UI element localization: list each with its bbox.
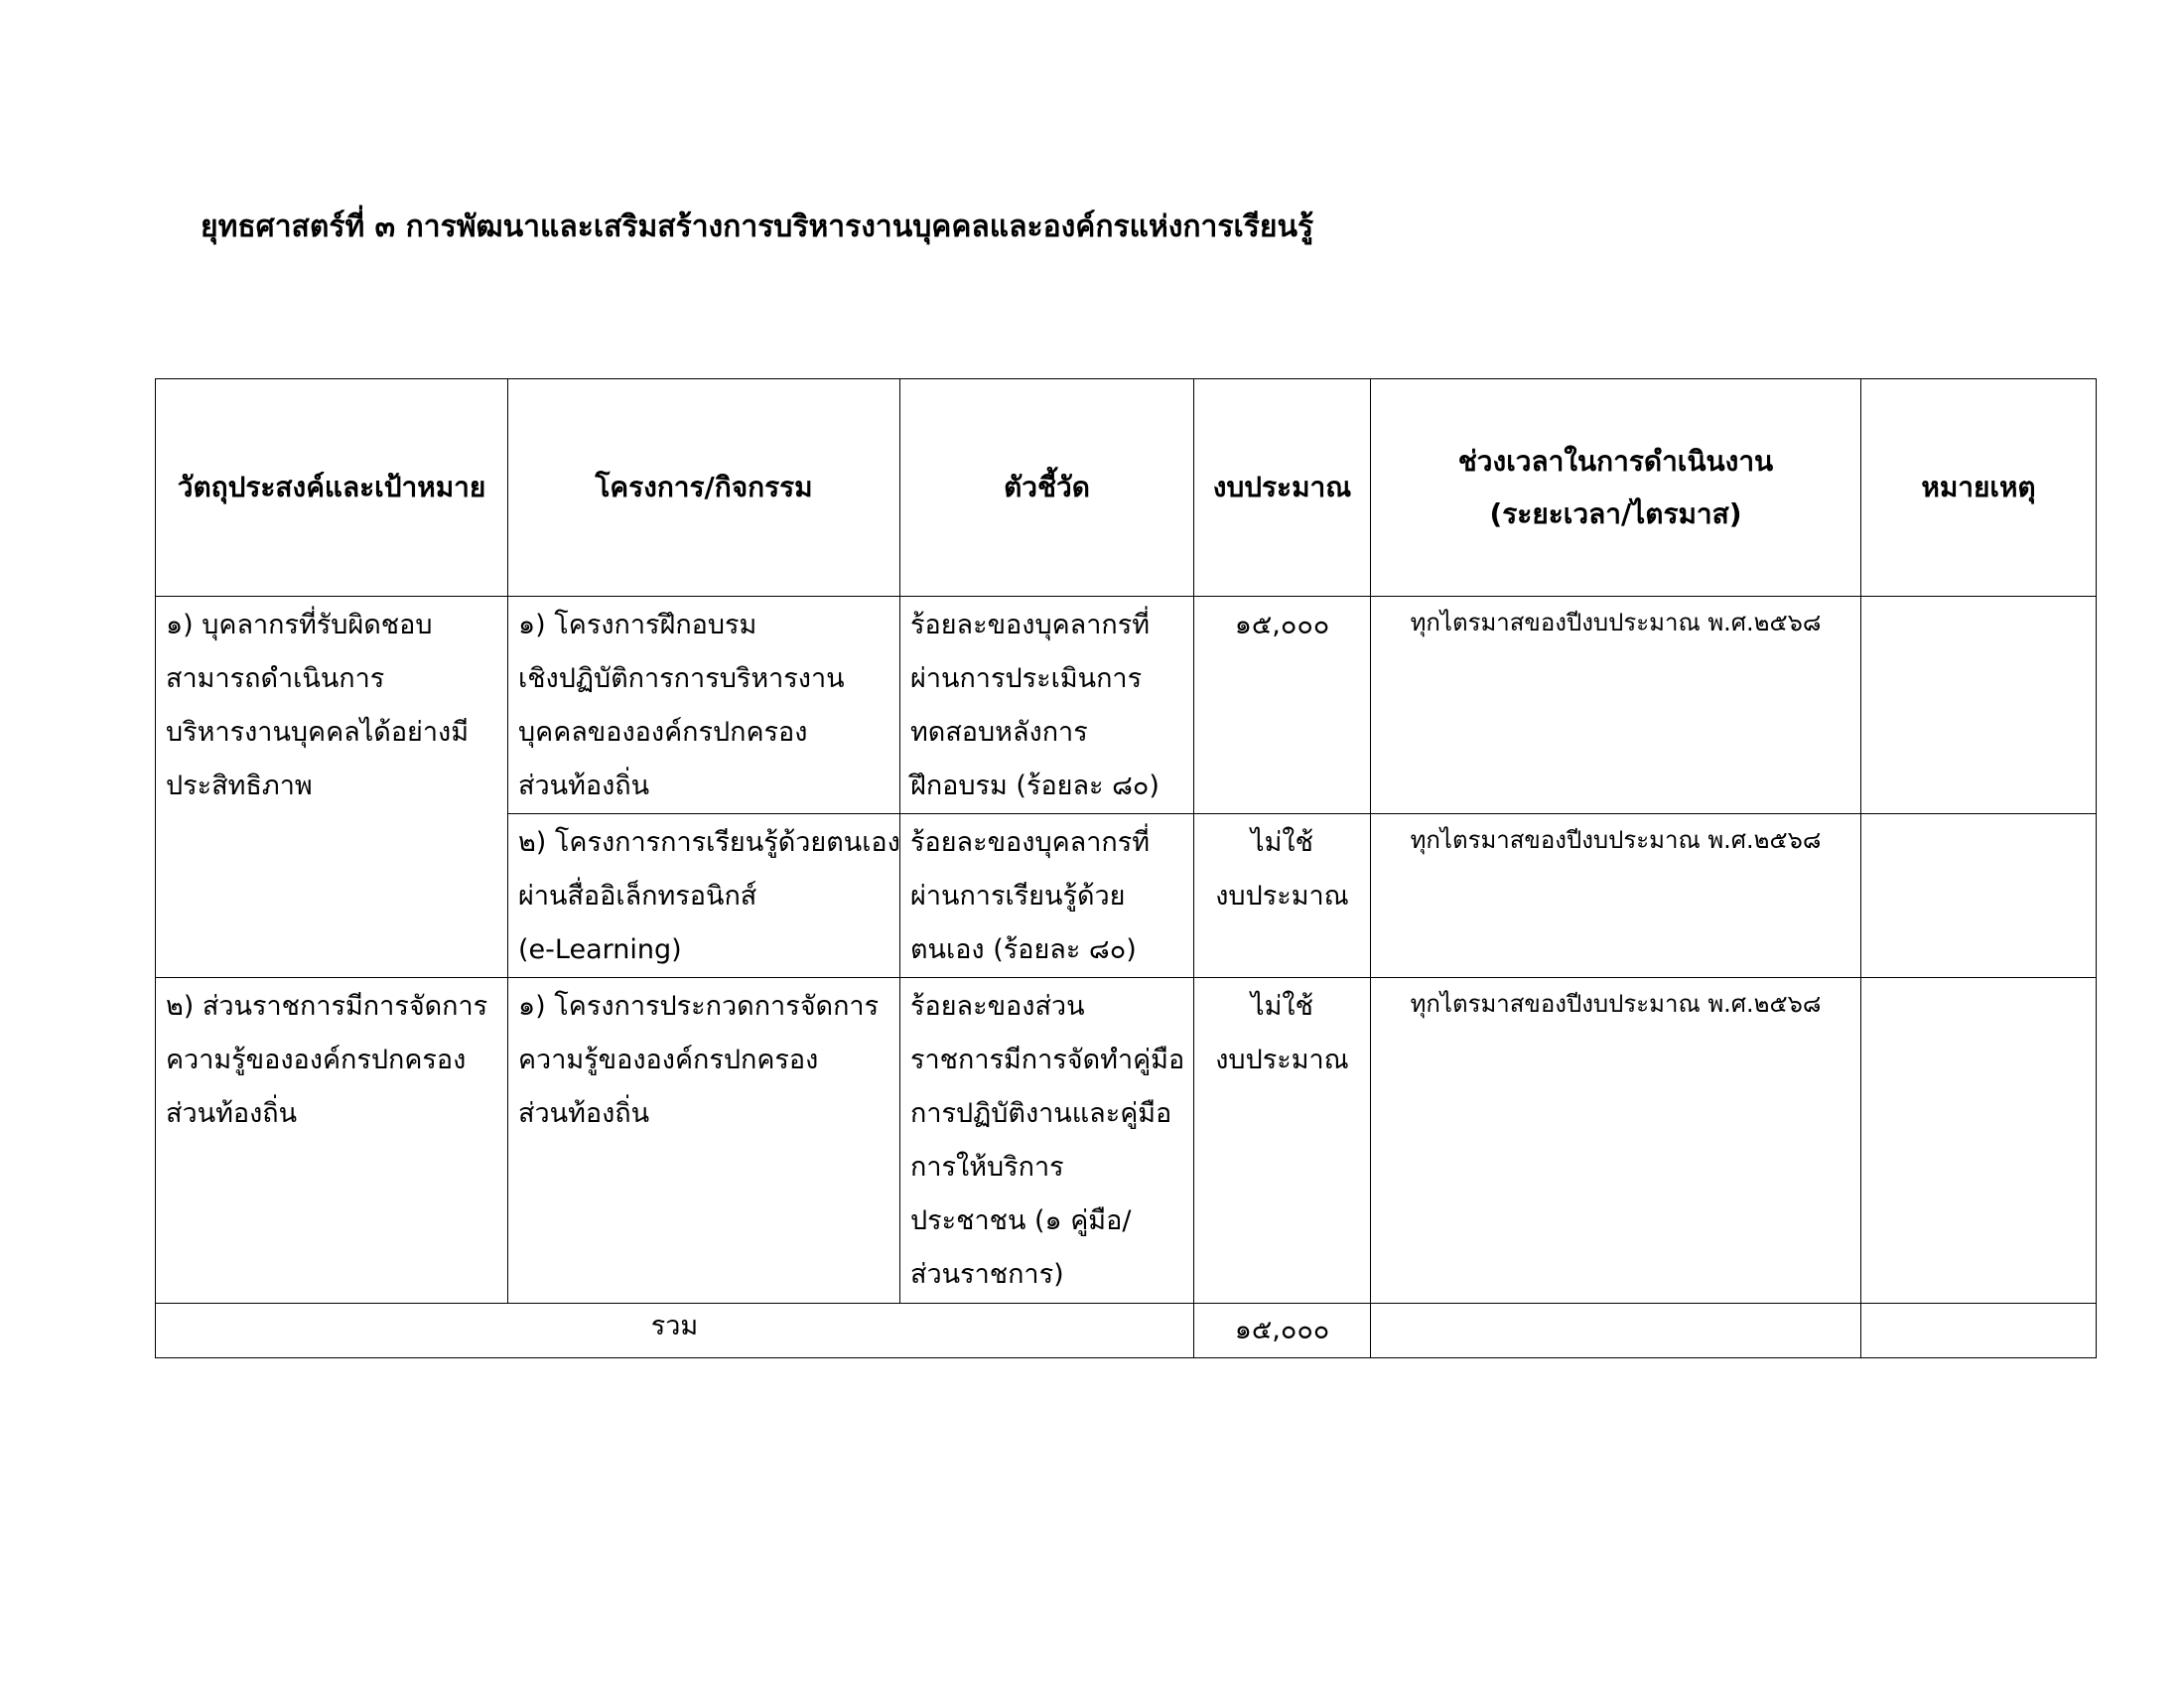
cell-budget [1194, 978, 1371, 1304]
objective-line: ส่วนท้องถิ่น [166, 1098, 298, 1129]
cell-period [1371, 978, 1861, 1304]
period-text: ทุกไตรมาสของปีงบประมาณ พ.ศ.๒๕๖๘ [1410, 609, 1822, 636]
total-remarks-empty [1861, 1304, 2097, 1358]
cell-remarks [1861, 814, 2097, 978]
cell-period [1371, 597, 1861, 814]
total-budget: ๑๕,๐๐๐ [1194, 1304, 1371, 1358]
indicator-line: ผ่านการประเมินการ [910, 663, 1143, 694]
cell-indicator [900, 978, 1194, 1304]
budget-line: งบประมาณ [1215, 1045, 1349, 1075]
header-period [1371, 379, 1861, 597]
header-period-line2: (ระยะเวลา/ไตรมาส) [1489, 497, 1742, 530]
indicator-line: ร้อยละของส่วน [910, 991, 1085, 1022]
indicator-line: การปฏิบัติงานและคู่มือ [910, 1098, 1172, 1129]
project-line: ส่วนท้องถิ่น [518, 771, 650, 801]
cell-project [508, 978, 900, 1304]
project-line: เชิงปฏิบัติการการบริหารงาน [518, 663, 845, 694]
header-budget: งบประมาณ [1194, 379, 1371, 597]
objective-line: บริหารงานบุคคลได้อย่างมี [166, 717, 470, 748]
indicator-line: ส่วนราชการ) [910, 1259, 1064, 1290]
project-line: ๒) โครงการการเรียนรู้ด้วยตนเอง [518, 827, 900, 858]
header-objective: วัตถุประสงค์และเป้าหมาย [156, 379, 508, 597]
cell-budget [1194, 597, 1371, 814]
objective-line: สามารถดำเนินการ [166, 663, 385, 694]
project-line: บุคคลขององค์กรปกครอง [518, 717, 808, 748]
indicator-line: ทดสอบหลังการ [910, 717, 1088, 748]
objective-line: ๒) ส่วนราชการมีการจัดการ [166, 991, 488, 1022]
cell-remarks [1861, 597, 2097, 814]
objective-line: ๑) บุคลากรที่รับผิดชอบ [166, 610, 433, 640]
cell-indicator [900, 597, 1194, 814]
table-row [156, 978, 2097, 1304]
total-row [156, 1304, 2097, 1358]
cell-objective [156, 597, 508, 978]
header-indicator: ตัวชี้วัด [900, 379, 1194, 597]
total-label: รวม [156, 1304, 1194, 1358]
cell-period [1371, 814, 1861, 978]
budget-line: งบประมาณ [1215, 881, 1349, 912]
budget-line: ไม่ใช้ [1251, 827, 1313, 858]
total-period-empty [1371, 1304, 1861, 1358]
cell-project [508, 814, 900, 978]
cell-remarks [1861, 978, 2097, 1304]
indicator-line: ตนเอง (ร้อยละ ๘๐) [910, 934, 1137, 965]
header-period-line1: ช่วงเวลาในการดำเนินงาน [1457, 444, 1774, 478]
objective-line: ความรู้ขององค์กรปกครอง [166, 1045, 467, 1075]
cell-objective [156, 978, 508, 1304]
indicator-line: ร้อยละของบุคลากรที่ [910, 827, 1150, 858]
period-text: ทุกไตรมาสของปีงบประมาณ พ.ศ.๒๕๖๘ [1410, 826, 1822, 854]
objective-line: ประสิทธิภาพ [166, 771, 313, 801]
project-line: ๑) โครงการประกวดการจัดการ [518, 991, 880, 1022]
period-text: ทุกไตรมาสของปีงบประมาณ พ.ศ.๒๕๖๘ [1410, 990, 1822, 1018]
project-line: ส่วนท้องถิ่น [518, 1098, 650, 1129]
header-row [156, 379, 2097, 597]
indicator-line: ร้อยละของบุคลากรที่ [910, 610, 1150, 640]
project-line: (e-Learning) [518, 934, 682, 965]
indicator-line: ฝึกอบรม (ร้อยละ ๘๐) [910, 771, 1160, 801]
budget-line: ๑๕,๐๐๐ [1234, 610, 1330, 640]
header-project: โครงการ/กิจกรรม [508, 379, 900, 597]
project-line: ผ่านสื่ออิเล็กทรอนิกส์ [518, 881, 757, 912]
cell-indicator [900, 814, 1194, 978]
project-line: ๑) โครงการฝึกอบรม [518, 610, 757, 640]
indicator-line: การให้บริการ [910, 1152, 1064, 1183]
indicator-line: ประชาชน (๑ คู่มือ/ [910, 1205, 1132, 1236]
cell-project [508, 597, 900, 814]
indicator-line: ราชการมีการจัดทำคู่มือ [910, 1045, 1185, 1075]
page-title: ยุทธศาสตร์ที่ ๓ การพัฒนาและเสริมสร้างการบริหารงานบุคคลและองค์กรแห่งการเรียนรู้ [201, 210, 1314, 244]
budget-line: ไม่ใช้ [1251, 991, 1313, 1022]
project-line: ความรู้ขององค์กรปกครอง [518, 1045, 819, 1075]
cell-budget [1194, 814, 1371, 978]
table-row [156, 597, 2097, 814]
header-remarks: หมายเหตุ [1861, 379, 2097, 597]
strategy-table [155, 378, 2097, 1358]
indicator-line: ผ่านการเรียนรู้ด้วย [910, 881, 1126, 912]
